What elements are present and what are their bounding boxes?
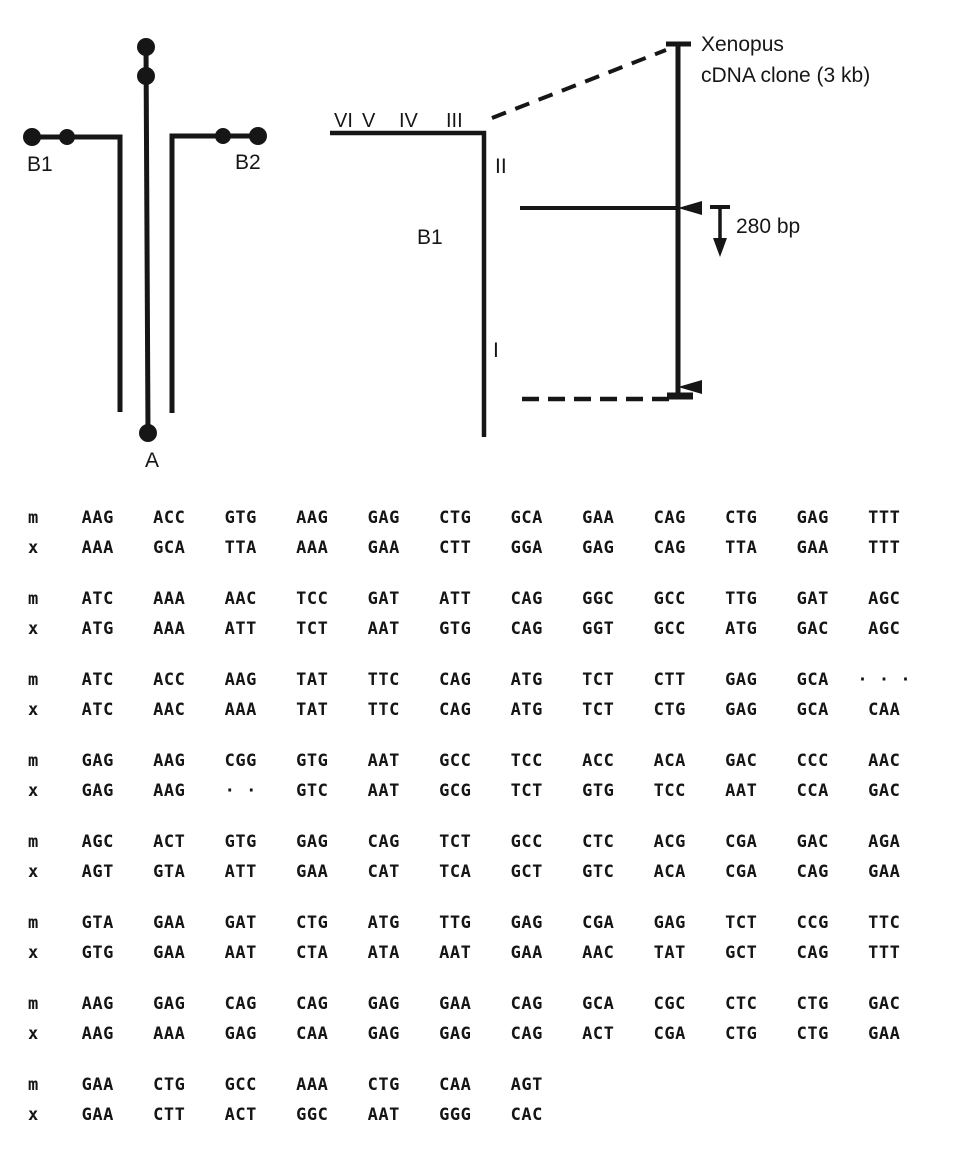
codon-cell: AAT bbox=[224, 943, 257, 963]
codon-cell: AAA bbox=[153, 619, 186, 639]
codon-cell: GAA bbox=[81, 1075, 114, 1095]
left-arm-end-dot bbox=[23, 128, 41, 146]
codon-cell: TTG bbox=[725, 589, 758, 609]
codon-cell: TCA bbox=[439, 862, 472, 882]
sequence-row-m bbox=[28, 665, 958, 695]
codon-cell: ATC bbox=[81, 700, 114, 720]
codon-cell: AAA bbox=[224, 700, 257, 720]
codon-cell: TAT bbox=[296, 670, 329, 690]
codon-cell: CAG bbox=[367, 832, 400, 852]
codon-cell: GAC bbox=[868, 781, 901, 801]
sequence-row-x bbox=[28, 1100, 958, 1130]
codon-cell: ATG bbox=[725, 619, 758, 639]
codon-cell: AAC bbox=[582, 943, 615, 963]
stem-top-dot bbox=[137, 38, 155, 56]
codon-cell: CTC bbox=[725, 994, 758, 1014]
row-label: m bbox=[28, 751, 39, 771]
sequence-row-x bbox=[28, 776, 958, 806]
codon-cell: GAA bbox=[796, 538, 829, 558]
sequence-row-m bbox=[28, 989, 958, 1019]
codon-cell: TCT bbox=[582, 670, 615, 690]
codon-cell: CTG bbox=[439, 508, 472, 528]
codon-cell: GAA bbox=[868, 862, 901, 882]
row-label: x bbox=[28, 1024, 39, 1044]
sequence-row-x bbox=[28, 857, 958, 887]
right-arm-line bbox=[172, 136, 258, 413]
codon-cell: GAT bbox=[224, 913, 257, 933]
codon-cell: AAG bbox=[81, 508, 114, 528]
codon-cell: AAA bbox=[153, 589, 186, 609]
codon-cell: AAT bbox=[439, 943, 472, 963]
codon-cell: CTA bbox=[296, 943, 329, 963]
codon-cell: CAG bbox=[510, 619, 543, 639]
codon-cell: GAC bbox=[796, 619, 829, 639]
codon-cell: AGT bbox=[510, 1075, 543, 1095]
codon-cell: AAT bbox=[367, 619, 400, 639]
codon-cell: GAA bbox=[510, 943, 543, 963]
codon-cell: GAT bbox=[367, 589, 400, 609]
codon-cell: ATC bbox=[81, 589, 114, 609]
alignment-block bbox=[28, 584, 958, 644]
codon-cell: AGC bbox=[868, 589, 901, 609]
sequence-row-x bbox=[28, 695, 958, 725]
codon-cell: ATA bbox=[367, 943, 400, 963]
codon-cell: ATG bbox=[510, 700, 543, 720]
row-label: x bbox=[28, 1105, 39, 1125]
sequence-row-x bbox=[28, 614, 958, 644]
codon-cell: TTG bbox=[439, 913, 472, 933]
codon-cell: CGG bbox=[224, 751, 257, 771]
codon-cell: CAA bbox=[296, 1024, 329, 1044]
exon-label-v: V bbox=[362, 110, 376, 132]
stem-bottom-dot bbox=[139, 424, 157, 442]
codon-cell: GCC bbox=[439, 751, 472, 771]
row-label: x bbox=[28, 862, 39, 882]
codon-cell: GCG bbox=[439, 781, 472, 801]
codon-cell: ATG bbox=[510, 670, 543, 690]
codon-cell: ACT bbox=[582, 1024, 615, 1044]
codon-cell: CTG bbox=[796, 994, 829, 1014]
fragment-down-arrowhead bbox=[713, 238, 727, 257]
codon-cell: GTC bbox=[582, 862, 615, 882]
codon-cell: CTG bbox=[725, 508, 758, 528]
codon-cell: GCC bbox=[224, 1075, 257, 1095]
exon-label-iii: III bbox=[446, 110, 463, 132]
codon-cell: CAG bbox=[224, 994, 257, 1014]
codon-cell: GAG bbox=[153, 994, 186, 1014]
codon-cell: TTT bbox=[868, 508, 901, 528]
codon-cell: CCC bbox=[796, 751, 829, 771]
sequence-row-m bbox=[28, 908, 958, 938]
codon-cell: GCC bbox=[510, 832, 543, 852]
fragment-label: 280 bp bbox=[736, 215, 801, 238]
codon-cell: CAG bbox=[439, 700, 472, 720]
codon-cell: CAG bbox=[296, 994, 329, 1014]
cdna-clone-map-diagram bbox=[300, 0, 960, 470]
central-stem-line bbox=[146, 45, 148, 433]
codon-cell: ATT bbox=[439, 589, 472, 609]
codon-cell: AAA bbox=[296, 1075, 329, 1095]
codon-cell: AAA bbox=[153, 1024, 186, 1044]
codon-cell: GAA bbox=[296, 862, 329, 882]
codon-cell: GAC bbox=[725, 751, 758, 771]
alignment-block bbox=[28, 1070, 958, 1130]
codon-cell: TTC bbox=[367, 670, 400, 690]
codon-cell: GAG bbox=[224, 1024, 257, 1044]
codon-cell: GTG bbox=[81, 943, 114, 963]
alignment-block bbox=[28, 665, 958, 725]
exon-label-iv: IV bbox=[399, 110, 418, 132]
sequence-alignment bbox=[28, 503, 958, 1151]
left-arm-inner-dot bbox=[59, 129, 75, 145]
label-a: A bbox=[145, 449, 160, 472]
codon-cell: ATT bbox=[224, 862, 257, 882]
codon-cell: · · bbox=[224, 781, 257, 801]
right-arm-inner-dot bbox=[215, 128, 231, 144]
codon-cell: TCC bbox=[653, 781, 686, 801]
codon-cell: TCC bbox=[510, 751, 543, 771]
codon-cell: AAT bbox=[367, 1105, 400, 1125]
alignment-block bbox=[28, 746, 958, 806]
codon-cell: CAG bbox=[510, 994, 543, 1014]
codon-cell: GAG bbox=[439, 1024, 472, 1044]
codon-cell: CAG bbox=[796, 943, 829, 963]
codon-cell: GTG bbox=[224, 832, 257, 852]
codon-cell: GCA bbox=[582, 994, 615, 1014]
codon-cell: GGC bbox=[582, 589, 615, 609]
codon-cell: CTT bbox=[439, 538, 472, 558]
codon-cell: GAG bbox=[296, 832, 329, 852]
codon-cell: GTG bbox=[224, 508, 257, 528]
label-ii: II bbox=[495, 155, 507, 178]
codon-cell: AAT bbox=[367, 781, 400, 801]
codon-cell: GAG bbox=[367, 994, 400, 1014]
sequence-row-m bbox=[28, 746, 958, 776]
row-label: x bbox=[28, 700, 39, 720]
sequence-row-x bbox=[28, 1019, 958, 1049]
codon-cell: CTC bbox=[582, 832, 615, 852]
codon-cell: ATT bbox=[224, 619, 257, 639]
codon-cell: GAG bbox=[582, 538, 615, 558]
sequence-row-m bbox=[28, 1070, 958, 1100]
codon-cell: CGC bbox=[653, 994, 686, 1014]
codon-cell: GAA bbox=[153, 913, 186, 933]
codon-cell: CCG bbox=[796, 913, 829, 933]
sequence-row-m bbox=[28, 584, 958, 614]
codon-cell: GAG bbox=[725, 670, 758, 690]
codon-cell: GGA bbox=[510, 538, 543, 558]
codon-cell: AGT bbox=[81, 862, 114, 882]
row-label: x bbox=[28, 781, 39, 801]
codon-cell: GAG bbox=[81, 751, 114, 771]
codon-cell: GCA bbox=[153, 538, 186, 558]
codon-cell: AAC bbox=[224, 589, 257, 609]
alignment-block bbox=[28, 989, 958, 1049]
codon-cell: CGA bbox=[725, 862, 758, 882]
row-label: x bbox=[28, 538, 39, 558]
codon-cell: AAT bbox=[725, 781, 758, 801]
codon-cell: GAG bbox=[367, 508, 400, 528]
codon-cell: CAG bbox=[653, 538, 686, 558]
codon-cell: ATG bbox=[367, 913, 400, 933]
codon-cell: AAG bbox=[224, 670, 257, 690]
codon-cell: GGG bbox=[439, 1105, 472, 1125]
codon-cell: CGA bbox=[582, 913, 615, 933]
codon-cell: ACT bbox=[153, 832, 186, 852]
codon-cell: GAA bbox=[367, 538, 400, 558]
codon-cell: CTT bbox=[153, 1105, 186, 1125]
codon-cell: AGC bbox=[81, 832, 114, 852]
row-label: m bbox=[28, 589, 39, 609]
codon-cell: GAA bbox=[439, 994, 472, 1014]
label-b2: B2 bbox=[235, 151, 261, 174]
codon-cell: AAG bbox=[153, 781, 186, 801]
codon-cell: GAA bbox=[868, 1024, 901, 1044]
codon-cell: TAT bbox=[296, 700, 329, 720]
codon-cell: GTG bbox=[439, 619, 472, 639]
codon-cell: ACT bbox=[224, 1105, 257, 1125]
codon-cell: TTC bbox=[868, 913, 901, 933]
codon-cell: CTG bbox=[725, 1024, 758, 1044]
codon-cell: TCT bbox=[582, 700, 615, 720]
codon-cell: TTT bbox=[868, 943, 901, 963]
codon-cell: GAG bbox=[653, 913, 686, 933]
codon-cell: CCA bbox=[796, 781, 829, 801]
codon-cell: CGA bbox=[653, 1024, 686, 1044]
codon-cell: CAG bbox=[510, 589, 543, 609]
codon-cell: TCC bbox=[296, 589, 329, 609]
codon-cell: CAG bbox=[510, 1024, 543, 1044]
codon-cell: GAA bbox=[153, 943, 186, 963]
codon-cell: GAG bbox=[796, 508, 829, 528]
codon-cell: AAG bbox=[81, 994, 114, 1014]
codon-cell: ACC bbox=[153, 508, 186, 528]
codon-cell: ACA bbox=[653, 751, 686, 771]
gene-structure-diagram bbox=[0, 0, 320, 480]
codon-cell: GCA bbox=[796, 700, 829, 720]
row-label: m bbox=[28, 994, 39, 1014]
codon-cell: TCT bbox=[725, 913, 758, 933]
codon-cell: AAG bbox=[153, 751, 186, 771]
right-arm-end-dot bbox=[249, 127, 267, 145]
codon-cell: AAG bbox=[81, 1024, 114, 1044]
codon-cell: GGT bbox=[582, 619, 615, 639]
codon-cell: GAC bbox=[868, 994, 901, 1014]
codon-cell: TCT bbox=[510, 781, 543, 801]
codon-cell: CAG bbox=[796, 862, 829, 882]
codon-cell: AAG bbox=[296, 508, 329, 528]
codon-cell: CAG bbox=[439, 670, 472, 690]
codon-cell: GTA bbox=[153, 862, 186, 882]
sequence-row-x bbox=[28, 938, 958, 968]
codon-cell: GTG bbox=[582, 781, 615, 801]
codon-cell: GAG bbox=[367, 1024, 400, 1044]
row-label: x bbox=[28, 619, 39, 639]
row-label: m bbox=[28, 832, 39, 852]
codon-cell: CTT bbox=[653, 670, 686, 690]
codon-cell: CAA bbox=[868, 700, 901, 720]
codon-cell: GCC bbox=[653, 619, 686, 639]
codon-cell: CTG bbox=[367, 1075, 400, 1095]
codon-cell: ACC bbox=[153, 670, 186, 690]
codon-cell: GAG bbox=[510, 913, 543, 933]
codon-cell: TAT bbox=[653, 943, 686, 963]
codon-cell: CAT bbox=[367, 862, 400, 882]
codon-cell: ACA bbox=[653, 862, 686, 882]
codon-cell: GCT bbox=[725, 943, 758, 963]
codon-cell: AAT bbox=[367, 751, 400, 771]
codon-cell: GCA bbox=[796, 670, 829, 690]
clone-title-line2: cDNA clone (3 kb) bbox=[701, 64, 871, 87]
codon-cell: CGA bbox=[725, 832, 758, 852]
codon-cell: TTC bbox=[367, 700, 400, 720]
codon-cell: CTG bbox=[653, 700, 686, 720]
upper-arrowhead bbox=[678, 201, 702, 215]
codon-cell: TCT bbox=[439, 832, 472, 852]
codon-cell: ATC bbox=[81, 670, 114, 690]
codon-cell: GCC bbox=[653, 589, 686, 609]
codon-cell: GAG bbox=[81, 781, 114, 801]
dashed-diagonal-line bbox=[492, 50, 666, 118]
codon-cell: CAA bbox=[439, 1075, 472, 1095]
codon-cell: · · · bbox=[857, 670, 912, 690]
clone-title-line1: Xenopus bbox=[701, 33, 784, 56]
label-i: I bbox=[493, 339, 499, 362]
label-b1: B1 bbox=[417, 226, 443, 249]
codon-cell: AAC bbox=[868, 751, 901, 771]
sequence-row-x bbox=[28, 533, 958, 563]
codon-cell: TCT bbox=[296, 619, 329, 639]
codon-cell: AGC bbox=[868, 619, 901, 639]
label-b1: B1 bbox=[27, 153, 53, 176]
alignment-block bbox=[28, 827, 958, 887]
lower-arrowhead bbox=[678, 380, 702, 394]
codon-cell: GGC bbox=[296, 1105, 329, 1125]
codon-cell: ACG bbox=[653, 832, 686, 852]
codon-cell: AAA bbox=[81, 538, 114, 558]
left-arm-line bbox=[32, 137, 120, 412]
codon-cell: GCA bbox=[510, 508, 543, 528]
exon-label-vi: VI bbox=[334, 110, 353, 132]
codon-cell: CTG bbox=[296, 913, 329, 933]
sequence-row-m bbox=[28, 827, 958, 857]
sequence-row-m bbox=[28, 503, 958, 533]
codon-cell: ACC bbox=[582, 751, 615, 771]
codon-cell: ATG bbox=[81, 619, 114, 639]
row-label: x bbox=[28, 943, 39, 963]
alignment-block bbox=[28, 908, 958, 968]
codon-cell: CTG bbox=[153, 1075, 186, 1095]
row-label: m bbox=[28, 1075, 39, 1095]
row-label: m bbox=[28, 670, 39, 690]
codon-cell: AAC bbox=[153, 700, 186, 720]
stem-upper-dot bbox=[137, 67, 155, 85]
row-label: m bbox=[28, 508, 39, 528]
codon-cell: GTG bbox=[296, 751, 329, 771]
codon-cell: GTA bbox=[81, 913, 114, 933]
codon-cell: CTG bbox=[796, 1024, 829, 1044]
alignment-block bbox=[28, 503, 958, 563]
codon-cell: GTC bbox=[296, 781, 329, 801]
codon-cell: TTA bbox=[224, 538, 257, 558]
codon-cell: CAG bbox=[653, 508, 686, 528]
codon-cell: GAA bbox=[81, 1105, 114, 1125]
codon-cell: TTA bbox=[725, 538, 758, 558]
exon-map-line bbox=[330, 133, 484, 437]
codon-cell: AAA bbox=[296, 538, 329, 558]
codon-cell: GAC bbox=[796, 832, 829, 852]
codon-cell: GCT bbox=[510, 862, 543, 882]
codon-cell: GAT bbox=[796, 589, 829, 609]
codon-cell: CAC bbox=[510, 1105, 543, 1125]
codon-cell: GAA bbox=[582, 508, 615, 528]
row-label: m bbox=[28, 913, 39, 933]
codon-cell: TTT bbox=[868, 538, 901, 558]
codon-cell: GAG bbox=[725, 700, 758, 720]
codon-cell: AGA bbox=[868, 832, 901, 852]
